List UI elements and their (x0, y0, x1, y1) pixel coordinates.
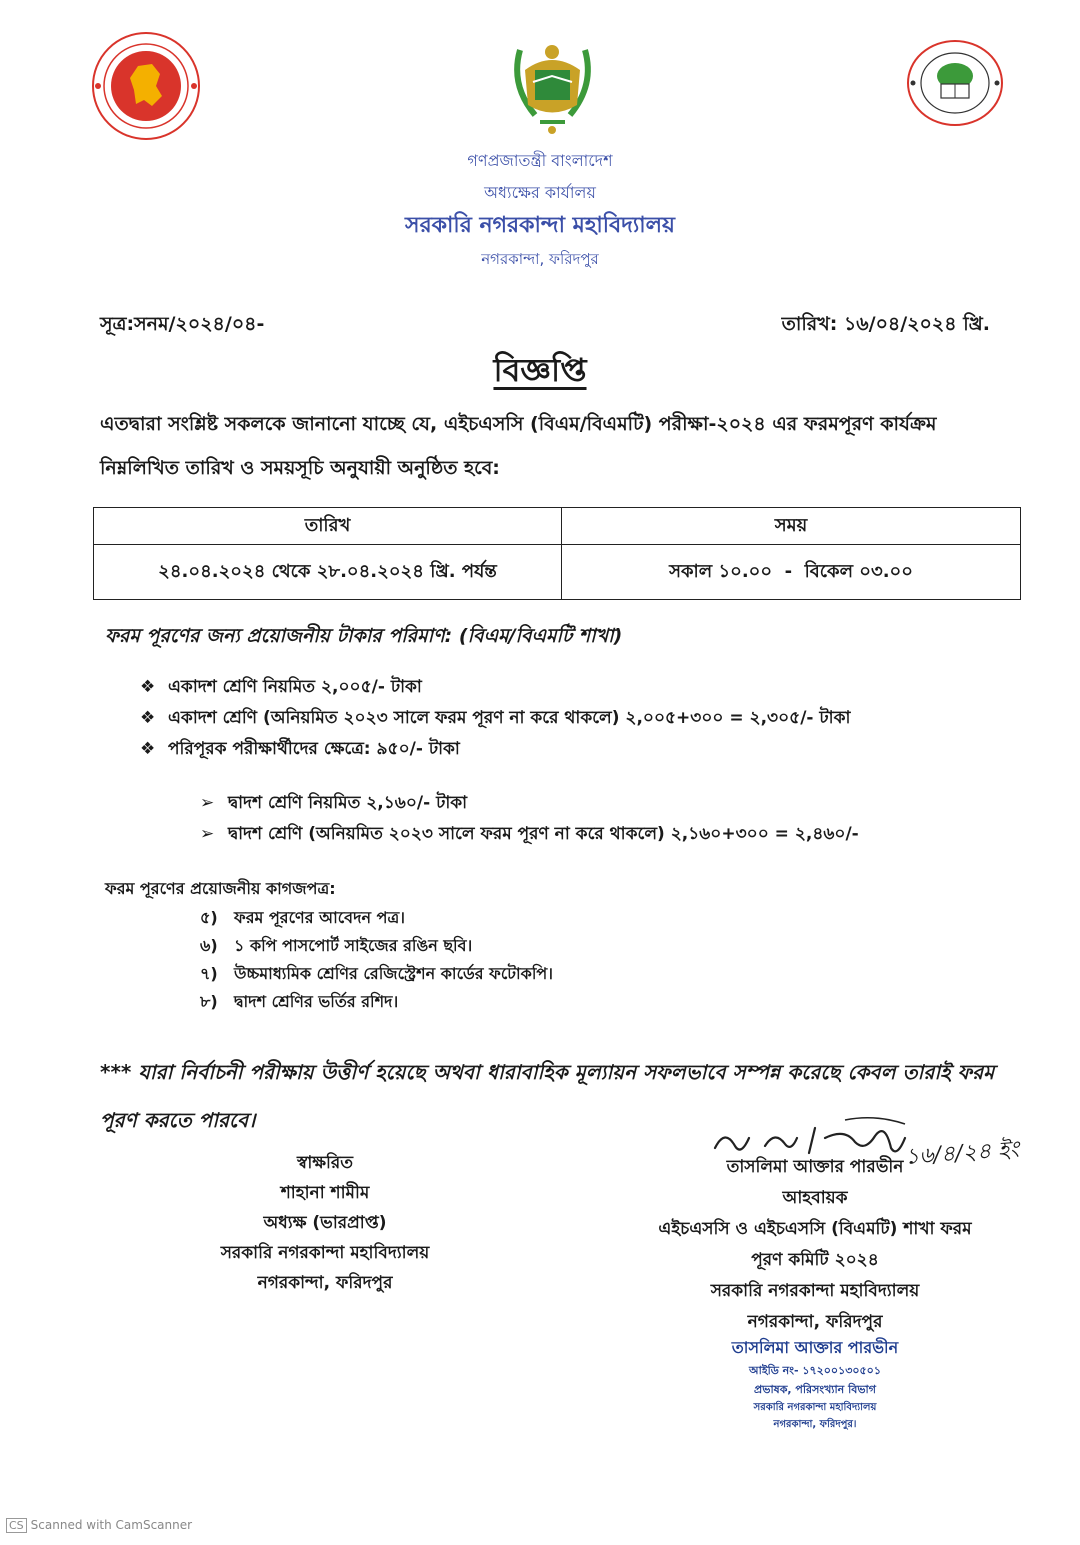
stamp-name: তাসলিমা আক্তার পারভীন (731, 1338, 899, 1357)
signer-institution: সরকারি নগরকান্দা মহাবিদ্যালয় (220, 1243, 430, 1263)
camscanner-icon: CS (6, 1518, 27, 1533)
documents-list (200, 904, 553, 1016)
signature-block-principal (190, 1148, 460, 1298)
schedule-header-date: তারিখ (94, 508, 562, 545)
schedule-table (93, 507, 1021, 600)
convener-role: আহবায়ক (782, 1188, 848, 1208)
list-item: ৭) উচ্চমাধ্যমিক শ্রেণির রেজিস্ট্রেশন কার্ডের ফটোকপি। (200, 964, 553, 983)
camscanner-watermark: CS Scanned with CamScanner (6, 1518, 192, 1533)
signer-title: অধ্যক্ষ (ভারপ্রাপ্ত) (263, 1213, 387, 1233)
stamp-designation: প্রভাষক, পরিসংখ্যান বিভাগ (754, 1383, 876, 1396)
handwritten-date: ১৬/৪/২৪ ইং (904, 1137, 1020, 1170)
convener-location: নগরকান্দা, ফরিদপুর (747, 1312, 883, 1332)
fee-list-xii (200, 788, 859, 850)
list-item: ➢ দ্বাদশ শ্রেণি নিয়মিত ২,১৬০/- টাকা (200, 788, 859, 819)
list-item: ❖ পরিপূরক পরীক্ষার্থীদের ক্ষেত্রে: ৯৫০/- টাকা (140, 734, 850, 765)
signer-name: শাহানা শামীম (280, 1183, 370, 1203)
college-name: সরকারি নগরকান্দা মহাবিদ্যালয় (405, 213, 675, 238)
college-logo (505, 30, 600, 140)
stamp-location: নগরকান্দা, ফরিদপুর। (773, 1419, 857, 1430)
fee-list-xi (140, 672, 850, 765)
documents-heading: ফরম পূরণের প্রয়োজনীয় কাগজপত্র: (105, 879, 336, 898)
stamp-id: আইডি নং- ১৭২০০১৩০৫০১ (749, 1364, 881, 1377)
intro-paragraph: এতদ্বারা সংশ্লিষ্ট সকলকে জানানো যাচ্ছে যে, এইচএসসি (বিএম/বিএমটি) পরীক্ষা-২০২৪ এর ফরমপূরণ কার্যক্রম নিম্নলিখিত তারিখ ও সময়সূচি অনুযায়ী অনুষ্ঠিত হবে: (100, 413, 937, 479)
govt-line: গণপ্রজাতন্ত্রী বাংলাদেশ (467, 151, 613, 170)
reference-number: সূত্র:সনম/২০২৪/০৪- (100, 313, 265, 335)
office-line: অধ্যক্ষের কার্যালয় (484, 183, 596, 202)
signed-label: স্বাক্ষরিত (296, 1153, 354, 1173)
convener-committee-line2: পূরণ কমিটি ২০২৪ (751, 1250, 879, 1270)
list-item: ❖ একাদশ শ্রেণি নিয়মিত ২,০০৫/- টাকা (140, 672, 850, 703)
stamp-institution: সরকারি নগরকান্দা মহাবিদ্যালয় (753, 1402, 877, 1413)
convener-committee-line1: এইচএসসি ও এইচএসসি (বিএমটি) শাখা ফরম (658, 1219, 972, 1239)
notice-date: তারিখ: ১৬/০৪/২০২৪ খ্রি. (781, 313, 990, 335)
schedule-time-range: সকাল ১০.০০ - বিকেল ০৩.০০ (562, 545, 1021, 600)
notice-title: বিজ্ঞপ্তি (493, 351, 587, 389)
list-item: ৬) ১ কপি পাসপোর্ট সাইজের রঙিন ছবি। (200, 936, 473, 955)
convener-institution: সরকারি নগরকান্দা মহাবিদ্যালয় (710, 1281, 920, 1301)
eligibility-note: *** যারা নির্বাচনী পরীক্ষায় উত্তীর্ণ হয়েছে অথবা ধারাবাহিক মূল্যায়ন সফলভাবে সম্পন্ন করেছে কেবল তারাই ফরম পূরণ করতে পারবে। (100, 1060, 995, 1132)
schedule-date-range: ২৪.০৪.২০২৪ থেকে ২৮.০৪.২০২৪ খ্রি. পর্যন্ত (94, 545, 562, 600)
signature-block-convener (620, 1152, 1010, 1338)
govt-seal-logo (90, 30, 202, 142)
fees-heading: ফরম পূরণের জন্য প্রয়োজনীয় টাকার পরিমাণ: (বিএম/বিএমটি শাখা) (105, 625, 623, 647)
list-item: ❖ একাদশ শ্রেণি (অনিয়মিত ২০২৩ সালে ফরম পূরণ না করে থাকলে) ২,০০৫+৩০০ = ২,৩০৫/- টাকা (140, 703, 850, 734)
college-seal-logo (905, 38, 1005, 128)
convener-name: তাসলিমা আক্তার পারভীন (726, 1157, 904, 1177)
signer-location: নগরকান্দা, ফরিদপুর (257, 1273, 393, 1293)
diamond-bullet-icon: ❖ (140, 708, 156, 728)
name-stamp (700, 1335, 930, 1434)
schedule-header-time: সময় (562, 508, 1021, 545)
diamond-bullet-icon: ❖ (140, 677, 156, 697)
arrow-bullet-icon: ➢ (200, 824, 215, 844)
list-item: ➢ দ্বাদশ শ্রেণি (অনিয়মিত ২০২৩ সালে ফরম পূরণ না করে থাকলে) ২,১৬০+৩০০ = ২,৪৬০/- (200, 819, 859, 850)
list-item: ৫) ফরম পূরণের আবেদন পত্র। (200, 908, 405, 927)
list-item: ৮) দ্বাদশ শ্রেণির ভর্তির রশিদ। (200, 992, 399, 1011)
college-location: নগরকান্দা, ফরিদপুর (481, 250, 599, 268)
arrow-bullet-icon: ➢ (200, 793, 215, 813)
diamond-bullet-icon: ❖ (140, 739, 156, 759)
